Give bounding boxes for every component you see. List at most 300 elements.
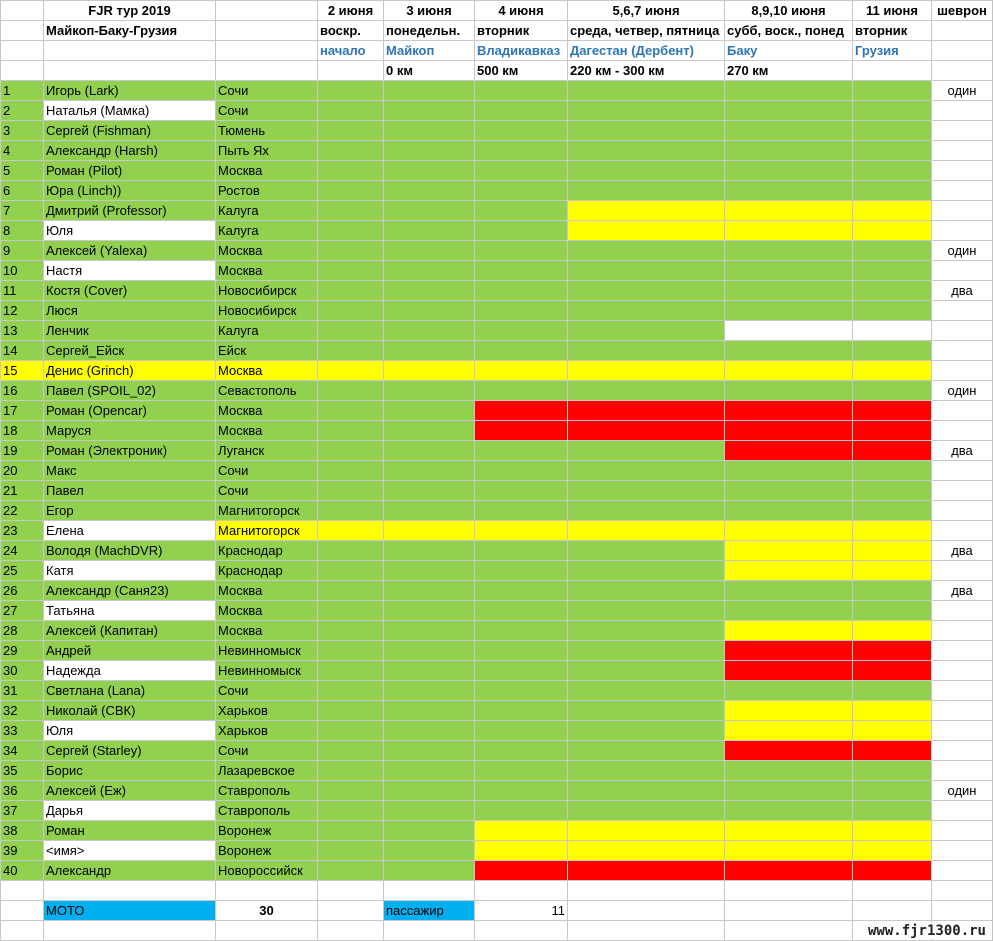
day-status-cell[interactable] bbox=[384, 341, 475, 361]
day-status-cell[interactable] bbox=[384, 501, 475, 521]
day-status-cell[interactable] bbox=[568, 81, 725, 101]
day-status-cell[interactable] bbox=[853, 221, 932, 241]
row-number-cell[interactable]: 12 bbox=[1, 301, 44, 321]
day-status-cell[interactable] bbox=[568, 301, 725, 321]
participant-city-cell[interactable]: Новосибирск bbox=[216, 301, 318, 321]
day-status-cell[interactable] bbox=[725, 81, 853, 101]
day-status-cell[interactable] bbox=[475, 721, 568, 741]
day-status-cell[interactable] bbox=[475, 381, 568, 401]
day-status-cell[interactable] bbox=[384, 781, 475, 801]
participant-city-cell[interactable]: Ейск bbox=[216, 341, 318, 361]
day-status-cell[interactable] bbox=[384, 241, 475, 261]
day-status-cell[interactable] bbox=[318, 641, 384, 661]
day-status-cell[interactable] bbox=[568, 121, 725, 141]
day-status-cell[interactable] bbox=[318, 401, 384, 421]
day-status-cell[interactable] bbox=[318, 381, 384, 401]
day-status-cell[interactable] bbox=[853, 521, 932, 541]
date-header[interactable]: 2 июня bbox=[318, 1, 384, 21]
row-number-cell[interactable]: 30 bbox=[1, 661, 44, 681]
participant-city-cell[interactable]: Пыть Ях bbox=[216, 141, 318, 161]
row-number-cell[interactable]: 38 bbox=[1, 821, 44, 841]
row-number-cell[interactable]: 7 bbox=[1, 201, 44, 221]
participant-city-cell[interactable]: Магнитогорск bbox=[216, 501, 318, 521]
chevron-cell[interactable] bbox=[932, 341, 993, 361]
day-status-cell[interactable] bbox=[475, 581, 568, 601]
participant-name-cell[interactable]: Наталья (Мамка) bbox=[44, 101, 216, 121]
passenger-count[interactable]: 11 bbox=[475, 901, 568, 921]
day-status-cell[interactable] bbox=[384, 721, 475, 741]
place-header[interactable]: начало bbox=[318, 41, 384, 61]
chevron-cell[interactable] bbox=[932, 161, 993, 181]
day-status-cell[interactable] bbox=[725, 141, 853, 161]
weekday-header[interactable]: вторник bbox=[475, 21, 568, 41]
day-status-cell[interactable] bbox=[725, 101, 853, 121]
row-number-cell[interactable]: 22 bbox=[1, 501, 44, 521]
day-status-cell[interactable] bbox=[853, 261, 932, 281]
participant-name-cell[interactable]: Денис (Grinch) bbox=[44, 361, 216, 381]
day-status-cell[interactable] bbox=[853, 101, 932, 121]
row-number-cell[interactable]: 4 bbox=[1, 141, 44, 161]
day-status-cell[interactable] bbox=[318, 101, 384, 121]
day-status-cell[interactable] bbox=[853, 421, 932, 441]
chevron-cell[interactable] bbox=[932, 661, 993, 681]
day-status-cell[interactable] bbox=[725, 381, 853, 401]
row-number-cell[interactable]: 3 bbox=[1, 121, 44, 141]
day-status-cell[interactable] bbox=[318, 141, 384, 161]
participant-name-cell[interactable]: Татьяна bbox=[44, 601, 216, 621]
day-status-cell[interactable] bbox=[475, 781, 568, 801]
day-status-cell[interactable] bbox=[725, 361, 853, 381]
participant-city-cell[interactable]: Харьков bbox=[216, 721, 318, 741]
day-status-cell[interactable] bbox=[318, 161, 384, 181]
day-status-cell[interactable] bbox=[475, 801, 568, 821]
day-status-cell[interactable] bbox=[568, 521, 725, 541]
day-status-cell[interactable] bbox=[475, 441, 568, 461]
day-status-cell[interactable] bbox=[318, 281, 384, 301]
day-status-cell[interactable] bbox=[568, 461, 725, 481]
place-header[interactable]: Владикавказ bbox=[475, 41, 568, 61]
day-status-cell[interactable] bbox=[568, 201, 725, 221]
chevron-cell[interactable] bbox=[932, 101, 993, 121]
participant-city-cell[interactable]: Новороссийск bbox=[216, 861, 318, 881]
chevron-cell[interactable] bbox=[932, 481, 993, 501]
participant-city-cell[interactable]: Москва bbox=[216, 361, 318, 381]
chevron-cell[interactable] bbox=[932, 601, 993, 621]
participant-city-cell[interactable]: Москва bbox=[216, 241, 318, 261]
row-number-cell[interactable]: 31 bbox=[1, 681, 44, 701]
day-status-cell[interactable] bbox=[853, 201, 932, 221]
day-status-cell[interactable] bbox=[475, 681, 568, 701]
route-title[interactable]: Майкоп-Баку-Грузия bbox=[44, 21, 216, 41]
participant-city-cell[interactable]: Магнитогорск bbox=[216, 521, 318, 541]
row-number-cell[interactable]: 20 bbox=[1, 461, 44, 481]
day-status-cell[interactable] bbox=[853, 561, 932, 581]
distance-header[interactable] bbox=[318, 61, 384, 81]
day-status-cell[interactable] bbox=[725, 321, 853, 341]
row-number-cell[interactable]: 40 bbox=[1, 861, 44, 881]
participant-name-cell[interactable]: Надежда bbox=[44, 661, 216, 681]
participant-name-cell[interactable]: Катя bbox=[44, 561, 216, 581]
day-status-cell[interactable] bbox=[475, 701, 568, 721]
distance-header[interactable]: 500 км bbox=[475, 61, 568, 81]
day-status-cell[interactable] bbox=[725, 441, 853, 461]
date-header[interactable]: 11 июня bbox=[853, 1, 932, 21]
day-status-cell[interactable] bbox=[853, 321, 932, 341]
participant-city-cell[interactable]: Москва bbox=[216, 401, 318, 421]
date-header[interactable]: 3 июня bbox=[384, 1, 475, 21]
day-status-cell[interactable] bbox=[725, 341, 853, 361]
day-status-cell[interactable] bbox=[384, 681, 475, 701]
day-status-cell[interactable] bbox=[318, 461, 384, 481]
day-status-cell[interactable] bbox=[853, 461, 932, 481]
day-status-cell[interactable] bbox=[853, 401, 932, 421]
row-number-cell[interactable]: 35 bbox=[1, 761, 44, 781]
participant-city-cell[interactable]: Москва bbox=[216, 601, 318, 621]
row-number-cell[interactable]: 34 bbox=[1, 741, 44, 761]
row-number-cell[interactable]: 2 bbox=[1, 101, 44, 121]
row-number-cell[interactable]: 39 bbox=[1, 841, 44, 861]
day-status-cell[interactable] bbox=[318, 421, 384, 441]
chevron-cell[interactable] bbox=[932, 621, 993, 641]
day-status-cell[interactable] bbox=[318, 441, 384, 461]
day-status-cell[interactable] bbox=[853, 281, 932, 301]
row-number-cell[interactable]: 21 bbox=[1, 481, 44, 501]
participant-city-cell[interactable]: Сочи bbox=[216, 741, 318, 761]
day-status-cell[interactable] bbox=[568, 241, 725, 261]
chevron-header[interactable]: шеврон bbox=[932, 1, 993, 21]
day-status-cell[interactable] bbox=[384, 81, 475, 101]
participant-name-cell[interactable]: Игорь (Lark) bbox=[44, 81, 216, 101]
participant-name-cell[interactable]: Роман bbox=[44, 821, 216, 841]
participant-name-cell[interactable]: Юля bbox=[44, 721, 216, 741]
row-number-cell[interactable]: 24 bbox=[1, 541, 44, 561]
day-status-cell[interactable] bbox=[318, 681, 384, 701]
chevron-cell[interactable] bbox=[932, 681, 993, 701]
row-number-cell[interactable]: 33 bbox=[1, 721, 44, 741]
row-number-cell[interactable]: 17 bbox=[1, 401, 44, 421]
day-status-cell[interactable] bbox=[475, 741, 568, 761]
day-status-cell[interactable] bbox=[568, 761, 725, 781]
day-status-cell[interactable] bbox=[853, 821, 932, 841]
chevron-cell[interactable]: два bbox=[932, 441, 993, 461]
passenger-label[interactable]: пассажир bbox=[384, 901, 475, 921]
row-number-cell[interactable]: 19 bbox=[1, 441, 44, 461]
day-status-cell[interactable] bbox=[318, 261, 384, 281]
participant-city-cell[interactable]: Сочи bbox=[216, 461, 318, 481]
chevron-cell[interactable] bbox=[932, 741, 993, 761]
day-status-cell[interactable] bbox=[568, 341, 725, 361]
chevron-cell[interactable] bbox=[932, 261, 993, 281]
day-status-cell[interactable] bbox=[318, 721, 384, 741]
row-number-cell[interactable]: 29 bbox=[1, 641, 44, 661]
day-status-cell[interactable] bbox=[568, 621, 725, 641]
participant-city-cell[interactable]: Воронеж bbox=[216, 821, 318, 841]
row-number-cell[interactable]: 18 bbox=[1, 421, 44, 441]
chevron-cell[interactable] bbox=[932, 141, 993, 161]
participant-city-cell[interactable]: Москва bbox=[216, 581, 318, 601]
day-status-cell[interactable] bbox=[853, 341, 932, 361]
weekday-header[interactable]: среда, четвер, пятница bbox=[568, 21, 725, 41]
day-status-cell[interactable] bbox=[318, 121, 384, 141]
day-status-cell[interactable] bbox=[318, 821, 384, 841]
weekday-header[interactable]: субб, воск., понед bbox=[725, 21, 853, 41]
chevron-cell[interactable]: один bbox=[932, 241, 993, 261]
participant-city-cell[interactable]: Калуга bbox=[216, 321, 318, 341]
day-status-cell[interactable] bbox=[725, 301, 853, 321]
day-status-cell[interactable] bbox=[318, 221, 384, 241]
row-number-cell[interactable]: 16 bbox=[1, 381, 44, 401]
chevron-cell[interactable] bbox=[932, 181, 993, 201]
day-status-cell[interactable] bbox=[318, 841, 384, 861]
participant-city-cell[interactable]: Ростов bbox=[216, 181, 318, 201]
day-status-cell[interactable] bbox=[384, 141, 475, 161]
day-status-cell[interactable] bbox=[318, 621, 384, 641]
participant-city-cell[interactable]: Сочи bbox=[216, 81, 318, 101]
day-status-cell[interactable] bbox=[725, 421, 853, 441]
row-number-cell[interactable]: 10 bbox=[1, 261, 44, 281]
participant-name-cell[interactable]: Андрей bbox=[44, 641, 216, 661]
day-status-cell[interactable] bbox=[568, 541, 725, 561]
day-status-cell[interactable] bbox=[318, 501, 384, 521]
participant-name-cell[interactable]: Макс bbox=[44, 461, 216, 481]
participant-city-cell[interactable]: Москва bbox=[216, 421, 318, 441]
day-status-cell[interactable] bbox=[475, 481, 568, 501]
participant-city-cell[interactable]: Калуга bbox=[216, 201, 318, 221]
day-status-cell[interactable] bbox=[384, 661, 475, 681]
participant-name-cell[interactable]: Павел bbox=[44, 481, 216, 501]
row-number-cell[interactable]: 36 bbox=[1, 781, 44, 801]
day-status-cell[interactable] bbox=[853, 841, 932, 861]
day-status-cell[interactable] bbox=[475, 641, 568, 661]
participant-name-cell[interactable]: Люся bbox=[44, 301, 216, 321]
place-header[interactable]: Баку bbox=[725, 41, 853, 61]
participant-name-cell[interactable]: Борис bbox=[44, 761, 216, 781]
day-status-cell[interactable] bbox=[725, 181, 853, 201]
row-number-cell[interactable]: 23 bbox=[1, 521, 44, 541]
participant-city-cell[interactable]: Сочи bbox=[216, 681, 318, 701]
day-status-cell[interactable] bbox=[853, 81, 932, 101]
day-status-cell[interactable] bbox=[568, 641, 725, 661]
day-status-cell[interactable] bbox=[568, 801, 725, 821]
day-status-cell[interactable] bbox=[568, 601, 725, 621]
day-status-cell[interactable] bbox=[853, 381, 932, 401]
day-status-cell[interactable] bbox=[384, 221, 475, 241]
participant-name-cell[interactable]: Дмитрий (Professor) bbox=[44, 201, 216, 221]
day-status-cell[interactable] bbox=[568, 481, 725, 501]
participant-city-cell[interactable]: Сочи bbox=[216, 101, 318, 121]
day-status-cell[interactable] bbox=[384, 261, 475, 281]
day-status-cell[interactable] bbox=[725, 221, 853, 241]
day-status-cell[interactable] bbox=[853, 241, 932, 261]
chevron-cell[interactable]: один bbox=[932, 781, 993, 801]
day-status-cell[interactable] bbox=[475, 521, 568, 541]
day-status-cell[interactable] bbox=[384, 361, 475, 381]
date-header[interactable]: 5,6,7 июня bbox=[568, 1, 725, 21]
day-status-cell[interactable] bbox=[475, 461, 568, 481]
chevron-cell[interactable] bbox=[932, 761, 993, 781]
row-number-cell[interactable]: 6 bbox=[1, 181, 44, 201]
day-status-cell[interactable] bbox=[853, 701, 932, 721]
day-status-cell[interactable] bbox=[568, 841, 725, 861]
chevron-cell[interactable] bbox=[932, 121, 993, 141]
day-status-cell[interactable] bbox=[318, 81, 384, 101]
chevron-cell[interactable] bbox=[932, 361, 993, 381]
chevron-cell[interactable]: один bbox=[932, 381, 993, 401]
day-status-cell[interactable] bbox=[318, 181, 384, 201]
day-status-cell[interactable] bbox=[475, 201, 568, 221]
participant-city-cell[interactable]: Москва bbox=[216, 261, 318, 281]
row-number-cell[interactable]: 28 bbox=[1, 621, 44, 641]
day-status-cell[interactable] bbox=[725, 241, 853, 261]
row-number-cell[interactable]: 37 bbox=[1, 801, 44, 821]
day-status-cell[interactable] bbox=[853, 161, 932, 181]
day-status-cell[interactable] bbox=[853, 501, 932, 521]
participant-city-cell[interactable]: Севастополь bbox=[216, 381, 318, 401]
participant-name-cell[interactable]: Сергей (Fishman) bbox=[44, 121, 216, 141]
row-number-cell[interactable]: 8 bbox=[1, 221, 44, 241]
day-status-cell[interactable] bbox=[725, 561, 853, 581]
day-status-cell[interactable] bbox=[384, 181, 475, 201]
day-status-cell[interactable] bbox=[384, 701, 475, 721]
participant-city-cell[interactable]: Ставрополь bbox=[216, 801, 318, 821]
day-status-cell[interactable] bbox=[384, 601, 475, 621]
chevron-cell[interactable] bbox=[932, 721, 993, 741]
day-status-cell[interactable] bbox=[384, 801, 475, 821]
day-status-cell[interactable] bbox=[475, 141, 568, 161]
participant-name-cell[interactable]: Роман (Opencar) bbox=[44, 401, 216, 421]
row-number-cell[interactable]: 27 bbox=[1, 601, 44, 621]
row-number-cell[interactable]: 13 bbox=[1, 321, 44, 341]
day-status-cell[interactable] bbox=[725, 161, 853, 181]
day-status-cell[interactable] bbox=[568, 381, 725, 401]
day-status-cell[interactable] bbox=[384, 741, 475, 761]
day-status-cell[interactable] bbox=[725, 501, 853, 521]
day-status-cell[interactable] bbox=[568, 701, 725, 721]
participant-city-cell[interactable]: Луганск bbox=[216, 441, 318, 461]
participant-name-cell[interactable]: Ленчик bbox=[44, 321, 216, 341]
chevron-cell[interactable]: два bbox=[932, 581, 993, 601]
day-status-cell[interactable] bbox=[568, 781, 725, 801]
day-status-cell[interactable] bbox=[318, 201, 384, 221]
day-status-cell[interactable] bbox=[725, 801, 853, 821]
day-status-cell[interactable] bbox=[853, 301, 932, 321]
participant-name-cell[interactable]: Светлана (Lana) bbox=[44, 681, 216, 701]
day-status-cell[interactable] bbox=[568, 561, 725, 581]
day-status-cell[interactable] bbox=[853, 761, 932, 781]
participant-city-cell[interactable]: Сочи bbox=[216, 481, 318, 501]
day-status-cell[interactable] bbox=[475, 281, 568, 301]
day-status-cell[interactable] bbox=[568, 421, 725, 441]
participant-city-cell[interactable]: Невинномыск bbox=[216, 641, 318, 661]
participant-name-cell[interactable]: Сергей (Starley) bbox=[44, 741, 216, 761]
day-status-cell[interactable] bbox=[384, 301, 475, 321]
distance-header[interactable]: 0 км bbox=[384, 61, 475, 81]
day-status-cell[interactable] bbox=[384, 761, 475, 781]
day-status-cell[interactable] bbox=[384, 861, 475, 881]
day-status-cell[interactable] bbox=[475, 161, 568, 181]
day-status-cell[interactable] bbox=[475, 661, 568, 681]
day-status-cell[interactable] bbox=[568, 721, 725, 741]
participant-name-cell[interactable]: Алексей (Yalexa) bbox=[44, 241, 216, 261]
day-status-cell[interactable] bbox=[853, 741, 932, 761]
day-status-cell[interactable] bbox=[725, 121, 853, 141]
day-status-cell[interactable] bbox=[384, 321, 475, 341]
participant-city-cell[interactable]: Лазаревское bbox=[216, 761, 318, 781]
day-status-cell[interactable] bbox=[725, 201, 853, 221]
row-number-cell[interactable]: 25 bbox=[1, 561, 44, 581]
chevron-cell[interactable] bbox=[932, 521, 993, 541]
day-status-cell[interactable] bbox=[318, 601, 384, 621]
chevron-cell[interactable] bbox=[932, 421, 993, 441]
day-status-cell[interactable] bbox=[318, 541, 384, 561]
participant-name-cell[interactable]: Николай (СВК) bbox=[44, 701, 216, 721]
weekday-header[interactable]: воскр. bbox=[318, 21, 384, 41]
chevron-cell[interactable]: один bbox=[932, 81, 993, 101]
day-status-cell[interactable] bbox=[384, 461, 475, 481]
day-status-cell[interactable] bbox=[318, 761, 384, 781]
day-status-cell[interactable] bbox=[384, 521, 475, 541]
day-status-cell[interactable] bbox=[384, 421, 475, 441]
day-status-cell[interactable] bbox=[725, 661, 853, 681]
row-number-cell[interactable]: 11 bbox=[1, 281, 44, 301]
day-status-cell[interactable] bbox=[384, 561, 475, 581]
participant-name-cell[interactable]: Роман (Pilot) bbox=[44, 161, 216, 181]
day-status-cell[interactable] bbox=[384, 401, 475, 421]
distance-header[interactable]: 270 км bbox=[725, 61, 853, 81]
day-status-cell[interactable] bbox=[568, 161, 725, 181]
day-status-cell[interactable] bbox=[475, 361, 568, 381]
day-status-cell[interactable] bbox=[568, 741, 725, 761]
day-status-cell[interactable] bbox=[318, 861, 384, 881]
day-status-cell[interactable] bbox=[384, 621, 475, 641]
day-status-cell[interactable] bbox=[568, 501, 725, 521]
chevron-cell[interactable] bbox=[932, 861, 993, 881]
day-status-cell[interactable] bbox=[475, 401, 568, 421]
day-status-cell[interactable] bbox=[725, 541, 853, 561]
row-number-cell[interactable]: 1 bbox=[1, 81, 44, 101]
participant-city-cell[interactable]: Невинномыск bbox=[216, 661, 318, 681]
day-status-cell[interactable] bbox=[475, 181, 568, 201]
participant-name-cell[interactable]: Костя (Cover) bbox=[44, 281, 216, 301]
day-status-cell[interactable] bbox=[725, 821, 853, 841]
chevron-cell[interactable] bbox=[932, 401, 993, 421]
place-header[interactable]: Майкоп bbox=[384, 41, 475, 61]
row-number-cell[interactable]: 5 bbox=[1, 161, 44, 181]
day-status-cell[interactable] bbox=[475, 841, 568, 861]
day-status-cell[interactable] bbox=[384, 101, 475, 121]
day-status-cell[interactable] bbox=[853, 801, 932, 821]
participant-name-cell[interactable]: Алексей (Капитан) bbox=[44, 621, 216, 641]
chevron-cell[interactable] bbox=[932, 501, 993, 521]
day-status-cell[interactable] bbox=[853, 541, 932, 561]
day-status-cell[interactable] bbox=[568, 261, 725, 281]
day-status-cell[interactable] bbox=[853, 181, 932, 201]
row-number-cell[interactable]: 26 bbox=[1, 581, 44, 601]
day-status-cell[interactable] bbox=[475, 541, 568, 561]
day-status-cell[interactable] bbox=[318, 361, 384, 381]
place-header[interactable]: Дагестан (Дербент) bbox=[568, 41, 725, 61]
chevron-cell[interactable] bbox=[932, 821, 993, 841]
day-status-cell[interactable] bbox=[384, 441, 475, 461]
day-status-cell[interactable] bbox=[853, 581, 932, 601]
day-status-cell[interactable] bbox=[384, 581, 475, 601]
participant-city-cell[interactable]: Москва bbox=[216, 621, 318, 641]
day-status-cell[interactable] bbox=[475, 221, 568, 241]
day-status-cell[interactable] bbox=[384, 161, 475, 181]
day-status-cell[interactable] bbox=[384, 641, 475, 661]
row-number-cell[interactable]: 32 bbox=[1, 701, 44, 721]
day-status-cell[interactable] bbox=[853, 141, 932, 161]
